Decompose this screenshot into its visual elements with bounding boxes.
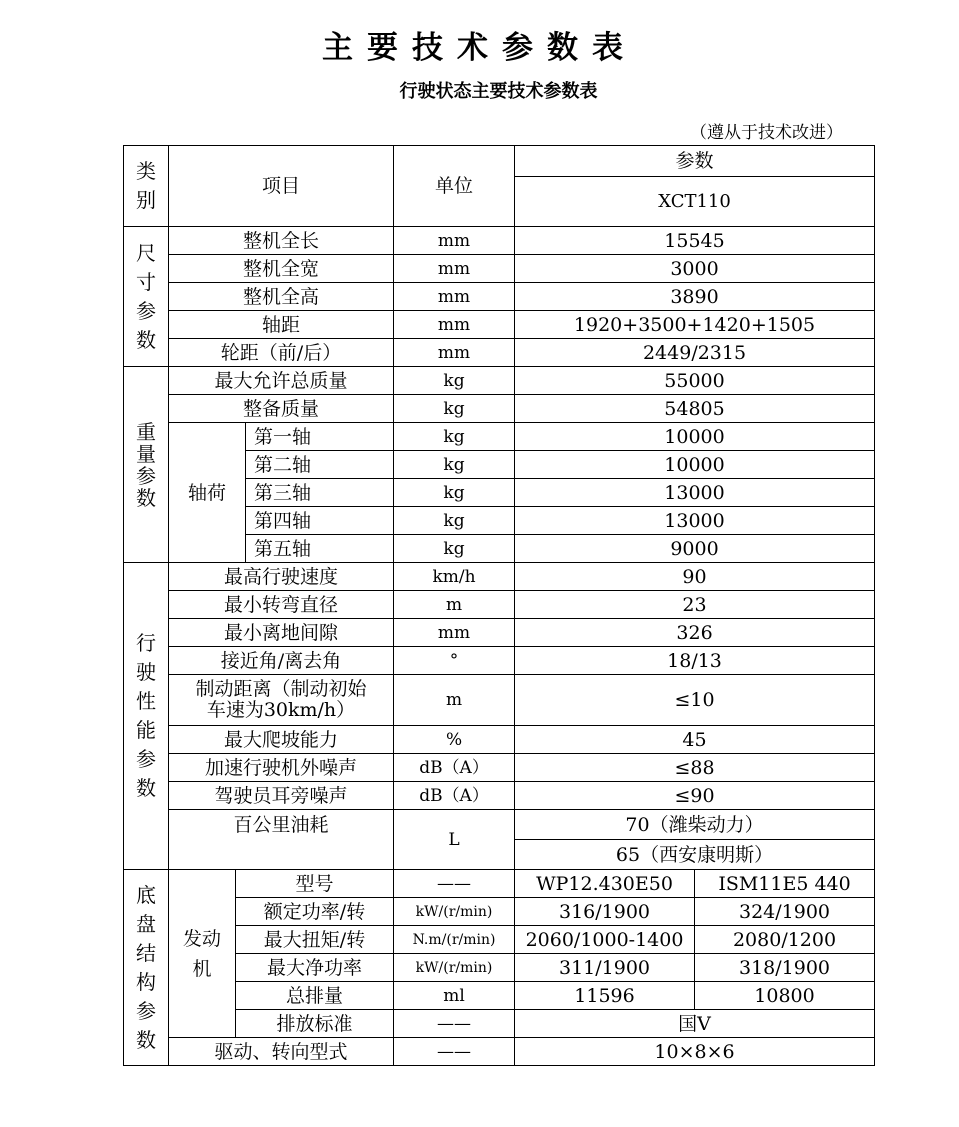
header-unit: 单位 <box>394 146 515 227</box>
dim-value: 3000 <box>515 255 875 283</box>
axle-item: 第五轴 <box>246 535 394 563</box>
chassis-item: 额定功率/转 <box>236 898 394 926</box>
chassis-unit: kW/(r/min) <box>394 954 515 982</box>
category-weight: 重量参数 <box>124 367 169 563</box>
chassis-item: 最大扭矩/转 <box>236 926 394 954</box>
drive-value: 45 <box>515 726 875 754</box>
dim-unit: mm <box>394 227 515 255</box>
drive-value: 18/13 <box>515 647 875 675</box>
axle-load-label: 轴荷 <box>169 423 246 563</box>
drive-value: 90 <box>515 563 875 591</box>
chassis-unit: —— <box>394 870 515 898</box>
page-title: 主要技术参数表 <box>322 30 637 66</box>
header-params: 参数 <box>515 146 875 177</box>
fuel-item: 百公里油耗 <box>169 810 394 870</box>
drive-item: 最大爬坡能力 <box>169 726 394 754</box>
chassis-item: 总排量 <box>236 982 394 1010</box>
drive-type-item: 驱动、转向型式 <box>169 1038 394 1066</box>
drive-item: 最小离地间隙 <box>169 619 394 647</box>
fuel-unit: L <box>394 810 515 870</box>
axle-item: 第一轴 <box>246 423 394 451</box>
dim-unit: mm <box>394 255 515 283</box>
engine-label: 发动机 <box>169 870 236 1038</box>
dim-item: 轮距（前/后） <box>169 339 394 367</box>
chassis-unit: N.m/(r/min) <box>394 926 515 954</box>
drive-item: 驾驶员耳旁噪声 <box>169 782 394 810</box>
chassis-item: 最大净功率 <box>236 954 394 982</box>
page-subtitle: 行驶状态主要技术参数表 <box>399 81 598 102</box>
drive-value: ≤88 <box>515 754 875 782</box>
header-item: 项目 <box>169 146 394 227</box>
fuel-value-weichai: 70（潍柴动力） <box>515 810 875 840</box>
drive-value: 23 <box>515 591 875 619</box>
axle-value: 10000 <box>515 423 875 451</box>
dim-value: 3890 <box>515 283 875 311</box>
chassis-unit: kW/(r/min) <box>394 898 515 926</box>
axle-value: 10000 <box>515 451 875 479</box>
drive-item: 最高行驶速度 <box>169 563 394 591</box>
drive-item: 制动距离（制动初始车速为30km/h） <box>169 675 394 726</box>
weight-value: 54805 <box>515 395 875 423</box>
emission-item: 排放标准 <box>236 1010 394 1038</box>
chassis-unit: ml <box>394 982 515 1010</box>
drive-unit: km/h <box>394 563 515 591</box>
axle-item: 第四轴 <box>246 507 394 535</box>
axle-unit: kg <box>394 535 515 563</box>
dim-item: 整机全高 <box>169 283 394 311</box>
drive-unit: dB（A） <box>394 754 515 782</box>
axle-value: 9000 <box>515 535 875 563</box>
axle-value: 13000 <box>515 479 875 507</box>
axle-unit: kg <box>394 423 515 451</box>
drive-unit: mm <box>394 619 515 647</box>
dim-item: 轴距 <box>169 311 394 339</box>
category-chassis: 底盘结构参数 <box>124 870 169 1066</box>
category-driving: 行驶性能参数 <box>124 563 169 870</box>
axle-unit: kg <box>394 451 515 479</box>
axle-unit: kg <box>394 479 515 507</box>
engine-cummins-value: ISM11E5 440 <box>695 870 875 898</box>
header-category: 类别 <box>124 146 169 227</box>
engine-cummins-value: 2080/1200 <box>695 926 875 954</box>
engine-weichai-value: WP12.430E50 <box>515 870 695 898</box>
weight-unit: kg <box>394 367 515 395</box>
weight-value: 55000 <box>515 367 875 395</box>
revision-note: （遵从于技术改进） <box>690 123 843 143</box>
dim-item: 整机全长 <box>169 227 394 255</box>
emission-unit: —— <box>394 1010 515 1038</box>
drive-item: 加速行驶机外噪声 <box>169 754 394 782</box>
drive-unit: m <box>394 591 515 619</box>
engine-cummins-value: 318/1900 <box>695 954 875 982</box>
drive-unit: dB（A） <box>394 782 515 810</box>
weight-unit: kg <box>394 395 515 423</box>
engine-weichai-value: 11596 <box>515 982 695 1010</box>
drive-unit: m <box>394 675 515 726</box>
dim-unit: mm <box>394 311 515 339</box>
engine-cummins-value: 324/1900 <box>695 898 875 926</box>
dim-value: 15545 <box>515 227 875 255</box>
axle-unit: kg <box>394 507 515 535</box>
spec-table <box>123 145 875 1066</box>
drive-item: 最小转弯直径 <box>169 591 394 619</box>
drive-value: 326 <box>515 619 875 647</box>
dim-value: 2449/2315 <box>515 339 875 367</box>
header-model: XCT110 <box>515 177 875 227</box>
drive-value: ≤10 <box>515 675 875 726</box>
fuel-value-cummins: 65（西安康明斯） <box>515 840 875 870</box>
weight-item: 整备质量 <box>169 395 394 423</box>
emission-value: 国V <box>515 1010 875 1038</box>
axle-item: 第三轴 <box>246 479 394 507</box>
drive-item: 接近角/离去角 <box>169 647 394 675</box>
axle-item: 第二轴 <box>246 451 394 479</box>
engine-weichai-value: 2060/1000-1400 <box>515 926 695 954</box>
engine-weichai-value: 316/1900 <box>515 898 695 926</box>
drive-type-value: 10×8×6 <box>515 1038 875 1066</box>
axle-value: 13000 <box>515 507 875 535</box>
drive-value: ≤90 <box>515 782 875 810</box>
engine-cummins-value: 10800 <box>695 982 875 1010</box>
dim-value: 1920+3500+1420+1505 <box>515 311 875 339</box>
weight-item: 最大允许总质量 <box>169 367 394 395</box>
chassis-item: 型号 <box>236 870 394 898</box>
drive-type-unit: —— <box>394 1038 515 1066</box>
drive-unit: % <box>394 726 515 754</box>
drive-unit: ° <box>394 647 515 675</box>
engine-weichai-value: 311/1900 <box>515 954 695 982</box>
dim-item: 整机全宽 <box>169 255 394 283</box>
category-dimensions: 尺寸参数 <box>124 227 169 367</box>
dim-unit: mm <box>394 283 515 311</box>
dim-unit: mm <box>394 339 515 367</box>
